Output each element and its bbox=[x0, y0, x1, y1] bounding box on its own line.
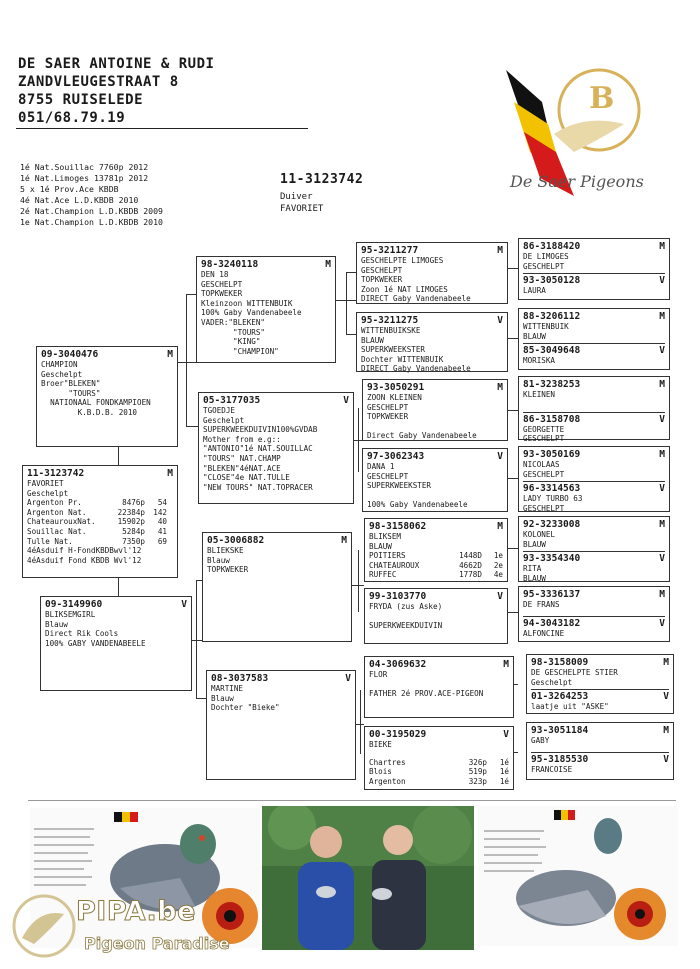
pigeon-line: GEORGETTE bbox=[523, 424, 565, 434]
pigeon-sex: M bbox=[503, 659, 509, 670]
pigeon-line: 100% GABY VANDENABEELE bbox=[45, 638, 146, 648]
pigeon-line: BLAUW bbox=[523, 573, 546, 583]
watermark-tagline: Pigeon Paradise bbox=[84, 934, 230, 953]
pigeon-line: "NEW TOURS" NAT.TOPRACER bbox=[203, 482, 313, 492]
pigeon-line bbox=[367, 422, 503, 432]
race-result: Souillac Nat. 5284p 41 bbox=[27, 526, 167, 536]
connector bbox=[508, 410, 518, 411]
ancestor-pair-7 bbox=[526, 654, 674, 714]
pigeon-card-mmf bbox=[364, 656, 514, 718]
pigeon-line: 4éAsduif H-FondKBDBwvl'12 bbox=[27, 546, 142, 556]
pigeon-line: "TOURS" bbox=[41, 388, 101, 398]
pigeon-ring: 05-3177035 bbox=[203, 395, 261, 406]
pigeon-line: WITTENBUIK bbox=[523, 322, 569, 331]
pigeon-line: CHAMPION bbox=[41, 360, 78, 369]
breeders-photo bbox=[262, 806, 474, 950]
connector bbox=[508, 268, 518, 269]
connector bbox=[118, 447, 119, 465]
pigeon-sex: M bbox=[497, 245, 503, 256]
pigeon-ring: 11-3123742 bbox=[27, 468, 85, 479]
pigeon-sex: M bbox=[341, 535, 347, 546]
pigeon-line: Zoon 1é NAT LIMOGES bbox=[361, 284, 448, 294]
race-result: Argenton Nat. 22384p 142 bbox=[27, 507, 167, 517]
pigeon-line: "ANTONIO"1é NAT.SOUILLAC bbox=[203, 444, 313, 454]
pigeon-sex: M bbox=[659, 449, 665, 460]
connector bbox=[358, 550, 359, 612]
pigeon-line: 100% Gaby Vandenabeele bbox=[201, 308, 302, 318]
pigeon-line bbox=[369, 612, 503, 622]
pigeon-ring: 98-3240118 bbox=[201, 259, 259, 270]
pigeon-ring: 01-3264253 bbox=[531, 691, 589, 703]
ancestor-pair-8 bbox=[526, 722, 674, 780]
pigeon-ring: 85-3049648 bbox=[523, 345, 581, 357]
race-result: Argenton Pr. 8476p 54 bbox=[27, 498, 167, 508]
pigeon-line: DE GESCHELPTE STIER bbox=[531, 668, 618, 677]
owner-name: DE SAER ANTOINE & RUDI bbox=[18, 56, 215, 72]
pigeon-line: "BLEKEN"4éNAT.ACE bbox=[203, 463, 281, 473]
connector bbox=[508, 338, 518, 339]
pigeon-ring: 04-3069632 bbox=[369, 659, 427, 670]
connector bbox=[360, 690, 361, 754]
pigeon-card-fmf bbox=[362, 379, 508, 441]
pigeon-line: BLAUW bbox=[523, 539, 546, 549]
pigeon-sex: M bbox=[497, 521, 503, 532]
pigeon-line: Kleinzoon WITTENBUIK bbox=[201, 298, 293, 308]
ancestor-pair-4 bbox=[518, 446, 670, 512]
pigeon-line: Mother from e.g:: bbox=[203, 434, 281, 444]
pigeon-ring: 93-3050291 bbox=[367, 382, 425, 393]
connector bbox=[508, 478, 518, 479]
pigeon-card-fff bbox=[356, 242, 508, 304]
pigeon-line bbox=[369, 680, 509, 690]
pigeon-line: GESCHELPT bbox=[367, 471, 409, 481]
pigeon-sex: V bbox=[497, 315, 503, 326]
pigeon-ring: 93-3050128 bbox=[523, 275, 581, 287]
pigeon-line: MARTINE bbox=[211, 684, 244, 693]
pigeon-line: "TOURS" NAT.CHAMP bbox=[203, 453, 281, 463]
pigeon-line: FRANCOISE bbox=[531, 764, 573, 774]
subject-kind: Duiver bbox=[280, 192, 313, 202]
pigeon-ring: 08-3037583 bbox=[211, 673, 269, 684]
pigeon-card-mm bbox=[206, 670, 356, 780]
pigeon-sex: V bbox=[343, 395, 349, 406]
results-list bbox=[20, 162, 163, 228]
pigeon-ring: 95-3211275 bbox=[361, 315, 419, 326]
pigeon-line: Geschelpt bbox=[41, 369, 83, 379]
pigeon-sex: V bbox=[659, 413, 665, 425]
pigeon-line: BLAUW bbox=[523, 331, 546, 341]
subject-ring: 11-3123742 bbox=[280, 172, 364, 187]
pigeon-card-fmm bbox=[362, 448, 508, 512]
pigeon-line: DEN 18 bbox=[201, 270, 229, 279]
pigeon-line: MORISKA bbox=[523, 356, 556, 366]
pigeon-sex: M bbox=[167, 468, 173, 479]
pigeon-line: Geschelpt bbox=[203, 415, 245, 425]
pigeon-line: SUPERKWEEKSTER bbox=[361, 345, 426, 355]
pigeon-line: GESCHELPT bbox=[523, 434, 565, 444]
pigeon-ring: 00-3195029 bbox=[369, 729, 427, 740]
pigeon-line: TOPKWEKER bbox=[367, 412, 409, 422]
pigeon-sex: V bbox=[659, 617, 665, 629]
pigeon-card-subject bbox=[22, 465, 178, 578]
pigeon-line: DANA 1 bbox=[367, 462, 395, 471]
ancestor-pair-3 bbox=[518, 376, 670, 444]
pigeon-ring: 94-3043182 bbox=[523, 617, 581, 629]
pigeon-ring: 88-3206112 bbox=[523, 311, 581, 322]
pigeon-line: FATHER 2é PROV.ACE-PIGEON bbox=[369, 689, 484, 699]
pigeon-line: Geschelpt bbox=[27, 488, 69, 498]
pigeon-line: BLAUW bbox=[369, 541, 392, 551]
watermark-brand: PIPA.be bbox=[76, 896, 196, 927]
connector bbox=[192, 640, 202, 641]
pigeon-line: SUPERKWEEKDUIVIN bbox=[369, 621, 443, 631]
pigeon-sex: V bbox=[663, 691, 669, 703]
pigeon-ring: 95-3185530 bbox=[531, 753, 589, 765]
pigeon-card-mff bbox=[364, 518, 508, 582]
pigeon-sex: V bbox=[181, 599, 187, 610]
connector bbox=[186, 426, 198, 427]
pigeon-line: 100% Gaby Vandenabeele bbox=[367, 500, 468, 510]
ancestor-pair-6 bbox=[518, 586, 670, 642]
pigeon-card-mmm bbox=[364, 726, 514, 790]
ancestor-pair-2 bbox=[518, 308, 670, 370]
pigeon-line: DE FRANS bbox=[523, 600, 560, 609]
pigeon-line: KLEINEN bbox=[523, 390, 556, 399]
pigeon-sex: V bbox=[663, 753, 669, 765]
pigeon-ring: 05-3006882 bbox=[207, 535, 265, 546]
pigeon-line: K.B.D.B. 2010 bbox=[41, 407, 138, 417]
pigeon-line: VADER:"BLEKEN" bbox=[201, 317, 266, 327]
pigeon-sex: V bbox=[659, 345, 665, 357]
pigeon-ring: 95-3336137 bbox=[523, 589, 581, 600]
pigeon-photo-right bbox=[478, 806, 678, 946]
connector bbox=[508, 612, 518, 613]
pigeon-card-ffm bbox=[356, 312, 508, 372]
connector bbox=[118, 578, 119, 596]
pigeon-line: NATIONAAL FONDKAMPIOEN bbox=[41, 398, 151, 408]
pigeon-line: Dochter WITTENBUIK bbox=[361, 354, 444, 364]
pigeon-ring: 86-3188420 bbox=[523, 241, 581, 252]
pigeon-line: BLIEKSKE bbox=[207, 546, 244, 555]
result-line: 1é Nat.Limoges 13781p 2012 bbox=[20, 173, 149, 183]
pigeon-line: TGOEDJE bbox=[203, 406, 236, 415]
pigeon-line: GESCHELPT bbox=[367, 402, 409, 412]
pigeon-sex: M bbox=[497, 382, 503, 393]
pigeon-line: FLOR bbox=[369, 670, 388, 679]
footer-divider bbox=[28, 800, 676, 801]
pigeon-sex: M bbox=[659, 311, 665, 322]
pigeon-line: ALFONCINE bbox=[523, 628, 565, 638]
pigeon-line: Direct Rik Cools bbox=[45, 629, 119, 639]
race-result: POITIERS 1448D 1e bbox=[369, 551, 504, 561]
pigeon-line: NICOLAAS bbox=[523, 460, 560, 469]
pigeon-line: GABY bbox=[531, 736, 550, 745]
result-line: 2é Nat.Champion L.D.KBDB 2009 bbox=[20, 206, 163, 216]
pigeon-ring: 93-3050169 bbox=[523, 449, 581, 460]
pigeon-ring: 93-3051184 bbox=[531, 725, 589, 736]
pigeon-line: LADY TURBO 63 bbox=[523, 494, 583, 504]
pigeon-line: GESCHELPTE LIMOGES bbox=[361, 256, 444, 265]
pigeon-sex: M bbox=[663, 725, 669, 736]
pigeon-card-ff bbox=[196, 256, 336, 363]
owner-city: 8755 RUISELEDE bbox=[18, 92, 144, 108]
pigeon-card-mother bbox=[40, 596, 192, 691]
result-line: 1e Nat.Champion L.D.KBDB 2010 bbox=[20, 217, 163, 227]
pigeon-line: Blauw bbox=[207, 555, 230, 565]
connector bbox=[346, 272, 356, 273]
race-result: RUFFEC 1778D 4e bbox=[369, 570, 504, 580]
ancestor-pair-5 bbox=[518, 516, 670, 582]
ancestor-pair-1 bbox=[518, 238, 670, 300]
pigeon-sex: V bbox=[659, 275, 665, 287]
pigeon-line: BIEKE bbox=[369, 740, 392, 749]
connector bbox=[346, 334, 356, 335]
connector bbox=[358, 408, 359, 472]
pigeon-line: "CHAMPION" bbox=[201, 346, 279, 356]
pigeon-sex: V bbox=[497, 591, 503, 602]
pigeon-sex: V bbox=[497, 451, 503, 462]
pigeon-line: GESCHELPT bbox=[523, 261, 565, 271]
pigeon-ring: 93-3354340 bbox=[523, 553, 581, 565]
pigeon-card-mfm bbox=[364, 588, 508, 644]
pigeon-line: laatje uit "ASKE" bbox=[531, 702, 609, 712]
connector bbox=[196, 580, 197, 698]
result-line: 5 x 1é Prov.Ace KBDB bbox=[20, 184, 119, 194]
pigeon-line: KOLONEL bbox=[523, 530, 556, 539]
race-result: CHATEAUROUX 4662D 2e bbox=[369, 560, 504, 570]
result-line: 4é Nat.Ace L.D.KBDB 2010 bbox=[20, 195, 139, 205]
pigeon-ring: 96-3314563 bbox=[523, 483, 581, 495]
pigeon-line bbox=[367, 491, 503, 501]
race-result: Blois 519p 1é bbox=[369, 767, 509, 777]
pigeon-ring: 09-3149960 bbox=[45, 599, 103, 610]
pigeon-sex: V bbox=[659, 553, 665, 565]
pigeon-line: Blauw bbox=[45, 619, 68, 629]
pigeon-line: RITA bbox=[523, 564, 542, 574]
connector bbox=[186, 294, 196, 295]
pigeon-line: 4éAsduif Fond KBDB Wvl'12 bbox=[27, 555, 142, 565]
owner-block bbox=[18, 55, 214, 127]
connector bbox=[186, 294, 187, 426]
pigeon-line: Geschelpt bbox=[531, 677, 573, 687]
race-result: ChateaurouxNat. 15902p 40 bbox=[27, 517, 167, 527]
pigeon-line: FRYDA (zus Aske) bbox=[369, 602, 443, 611]
pigeon-line: GESCHELPT bbox=[523, 469, 565, 479]
pigeon-line: FAVORIET bbox=[27, 479, 64, 488]
pigeon-card-mf bbox=[202, 532, 352, 642]
pigeon-ring: 98-3158009 bbox=[531, 657, 589, 668]
pigeon-sex: M bbox=[659, 241, 665, 252]
pigeon-line: SUPERKWEEKDUIVIN100%GVDAB bbox=[203, 425, 318, 435]
race-result: Chartres 326p 1é bbox=[369, 757, 509, 767]
connector bbox=[346, 272, 347, 334]
pigeon-line: BLIKSEM bbox=[369, 532, 402, 541]
owner-phone: 051/68.79.19 bbox=[18, 110, 126, 126]
pigeon-line: TOPKWEKER bbox=[361, 275, 403, 285]
pigeon-line: Blauw bbox=[211, 693, 234, 703]
pigeon-ring: 95-3211277 bbox=[361, 245, 419, 256]
pigeon-line: WITTENBUIKSKE bbox=[361, 326, 421, 335]
pigeon-line: DE LIMOGES bbox=[523, 252, 569, 261]
pigeon-line: GESCHELPT bbox=[361, 265, 403, 275]
pigeon-ring: 81-3238253 bbox=[523, 379, 581, 390]
pigeon-line: Broer"BLEKEN" bbox=[41, 379, 101, 389]
pigeon-sex: M bbox=[325, 259, 331, 270]
pigeon-sex: M bbox=[659, 379, 665, 390]
pigeon-line: TOPKWEKER bbox=[207, 565, 249, 575]
header-divider bbox=[16, 128, 308, 129]
pigeon-line: ZOON KLEINEN bbox=[367, 393, 422, 402]
pigeon-line: BLIKSEMGIRL bbox=[45, 610, 96, 619]
pigeon-card-father bbox=[36, 346, 178, 447]
race-result: Tulle Nat. 7350p 69 bbox=[27, 536, 167, 546]
pigeon-sex: V bbox=[659, 483, 665, 495]
subject-name: FAVORIET bbox=[280, 204, 324, 214]
pigeon-line: GESCHELPT bbox=[201, 279, 243, 289]
logo-text: De Saer Pigeons bbox=[510, 172, 644, 191]
pigeon-line: SUPERKWEEKSTER bbox=[367, 481, 432, 491]
pigeon-ring: 92-3233008 bbox=[523, 519, 581, 530]
connector bbox=[196, 698, 206, 699]
pigeon-line: "TOURS" bbox=[201, 327, 266, 337]
pigeon-ring: 99-3103770 bbox=[369, 591, 427, 602]
pigeon-ring: 97-3062343 bbox=[367, 451, 425, 462]
pigeon-sex: M bbox=[659, 519, 665, 530]
pigeon-line: "KING" bbox=[201, 337, 261, 347]
pigeon-line: "CLOSE"4e NAT.TULLE bbox=[203, 473, 290, 483]
pigeon-line: DIRECT Gaby Vandenabeele bbox=[361, 294, 471, 304]
pigeon-line: BLAUW bbox=[361, 335, 384, 345]
pigeon-line: GESCHELPT bbox=[523, 503, 565, 513]
pigeon-sex: M bbox=[659, 589, 665, 600]
pigeon-sex: V bbox=[503, 729, 509, 740]
pigeon-ring: 98-3158062 bbox=[369, 521, 427, 532]
race-result: Argenton 323p 1é bbox=[369, 776, 509, 786]
pigeon-sex: M bbox=[663, 657, 669, 668]
pigeon-line: Direct Gaby Vandenabeele bbox=[367, 431, 477, 441]
pigeon-ring: 86-3158708 bbox=[523, 413, 581, 425]
pigeon-line: Dochter "Bieke" bbox=[211, 703, 280, 713]
owner-street: ZANDVLEUGESTRAAT 8 bbox=[18, 74, 179, 90]
connector bbox=[508, 548, 518, 549]
pigeon-card-fm bbox=[198, 392, 354, 504]
pigeon-ring: 09-3040476 bbox=[41, 349, 99, 360]
pigeon-line: LAURA bbox=[523, 286, 546, 296]
subject-block bbox=[280, 172, 363, 215]
pigeon-sex: M bbox=[167, 349, 173, 360]
pigeon-line: DIRECT Gaby Vandenabeele bbox=[361, 364, 471, 374]
logo-letter: B bbox=[589, 81, 615, 116]
pigeon-line: TOPKWEKER bbox=[201, 289, 243, 299]
pigeon-sex: V bbox=[345, 673, 351, 684]
result-line: 1é Nat.Souillac 7760p 2012 bbox=[20, 162, 149, 172]
